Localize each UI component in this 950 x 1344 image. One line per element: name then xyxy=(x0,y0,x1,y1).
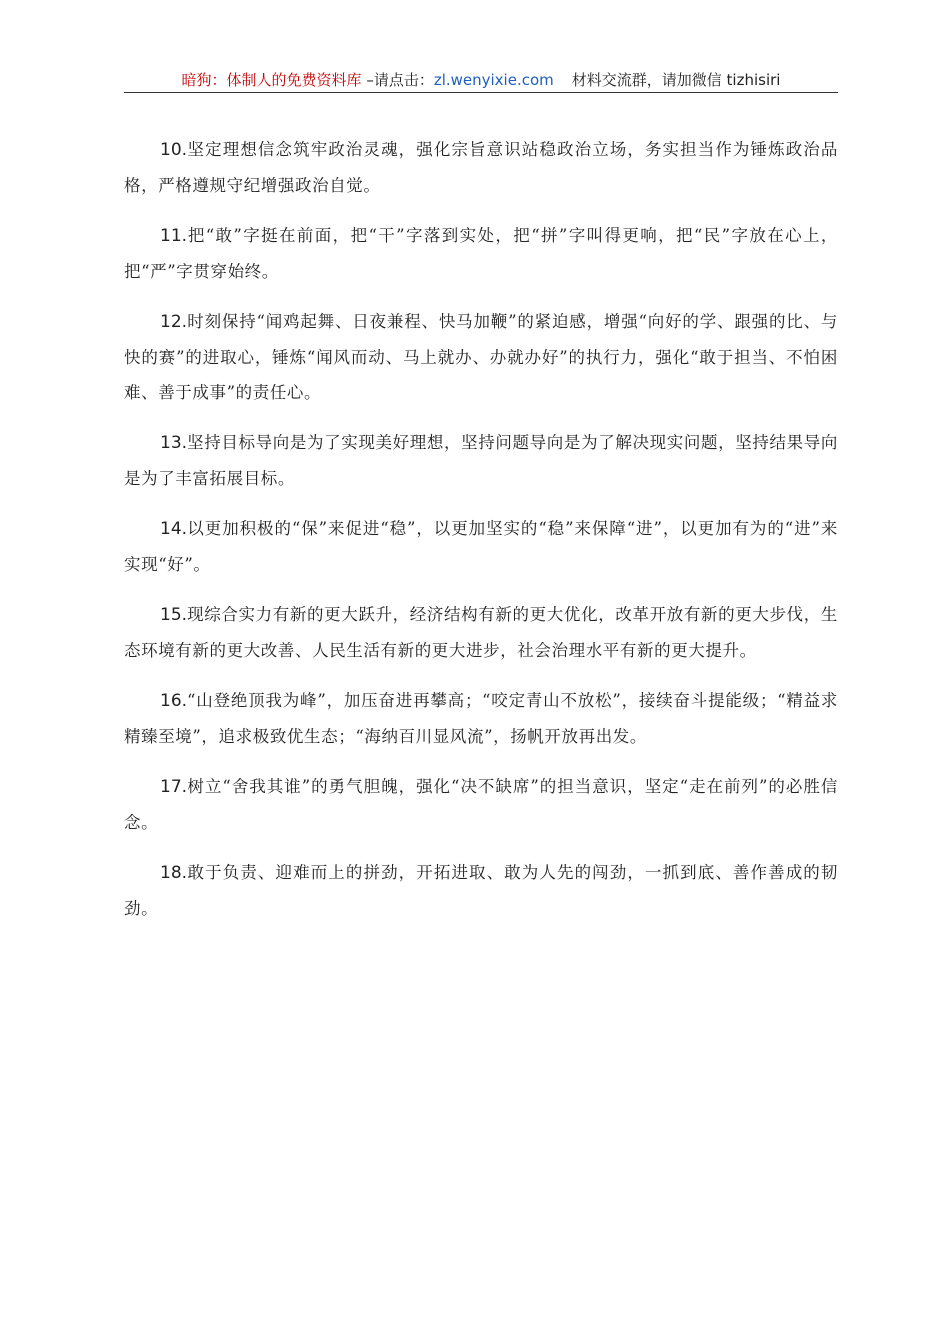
paragraph-number: 14. xyxy=(160,519,188,539)
header-prompt: –请点击： xyxy=(361,71,434,89)
paragraph-number: 12. xyxy=(160,312,188,332)
header-contact: 材料交流群，请加微信 tizhisiri xyxy=(571,71,781,89)
paragraph-11 xyxy=(124,218,838,289)
paragraph-text: 以更加积极的“保”来促进“稳”，以更加坚实的“稳”来保障“进”，以更加有为的“进”来实现“好”。 xyxy=(124,519,838,574)
paragraph-text: “山登绝顶我为峰”，加压奋进再攀高；“咬定青山不放松”，接续奋斗提能级；“精益求精臻至境”，追求极致优生态；“海纳百川显风流”，扬帆开放再出发。 xyxy=(124,691,838,746)
paragraph-16 xyxy=(124,683,838,754)
paragraph-text: 把“敢”字挺在前面，把“干”字落到实处，把“拼”字叫得更响，把“民”字放在心上，把“严”字贯穿始终。 xyxy=(124,226,838,281)
paragraph-number: 13. xyxy=(160,433,188,453)
paragraph-text: 坚定理想信念筑牢政治灵魂，强化宗旨意识站稳政治立场，务实担当作为锤炼政治品格，严格遵规守纪增强政治自觉。 xyxy=(124,140,838,195)
paragraph-10 xyxy=(124,132,838,203)
paragraph-13 xyxy=(124,425,838,496)
paragraph-14 xyxy=(124,511,838,582)
header-brand: 暗狗：体制人的免费资料库 xyxy=(181,71,362,89)
document-body xyxy=(124,132,838,941)
paragraph-text: 敢于负责、迎难而上的拼劲，开拓进取、敢为人先的闯劲，一抓到底、善作善成的韧劲。 xyxy=(124,863,838,918)
paragraph-12 xyxy=(124,304,838,410)
paragraph-number: 10. xyxy=(160,140,188,160)
paragraph-text: 时刻保持“闻鸡起舞、日夜兼程、快马加鞭”的紧迫感，增强“向好的学、跟强的比、与快的赛”的进取心，锤炼“闻风而动、马上就办、办就办好”的执行力，强化“敢于担当、不怕困难、善于成事”的责任心。 xyxy=(124,312,838,402)
paragraph-text: 现综合实力有新的更大跃升，经济结构有新的更大优化，改革开放有新的更大步伐，生态环境有新的更大改善、人民生活有新的更大进步，社会治理水平有新的更大提升。 xyxy=(124,605,838,660)
paragraph-number: 11. xyxy=(160,226,188,246)
header-link[interactable]: zl.wenyixie.com xyxy=(433,71,554,89)
paragraph-18 xyxy=(124,855,838,926)
paragraph-17 xyxy=(124,769,838,840)
paragraph-text: 树立“舍我其谁”的勇气胆魄，强化“决不缺席”的担当意识，坚定“走在前列”的必胜信念。 xyxy=(124,777,838,832)
paragraph-text: 坚持目标导向是为了实现美好理想，坚持问题导向是为了解决现实问题，坚持结果导向是为了丰富拓展目标。 xyxy=(124,433,838,488)
paragraph-number: 16. xyxy=(160,691,188,711)
paragraph-number: 17. xyxy=(160,777,188,797)
paragraph-15 xyxy=(124,597,838,668)
paragraph-number: 15. xyxy=(160,605,188,625)
page-header xyxy=(124,68,838,93)
paragraph-number: 18. xyxy=(160,863,188,883)
